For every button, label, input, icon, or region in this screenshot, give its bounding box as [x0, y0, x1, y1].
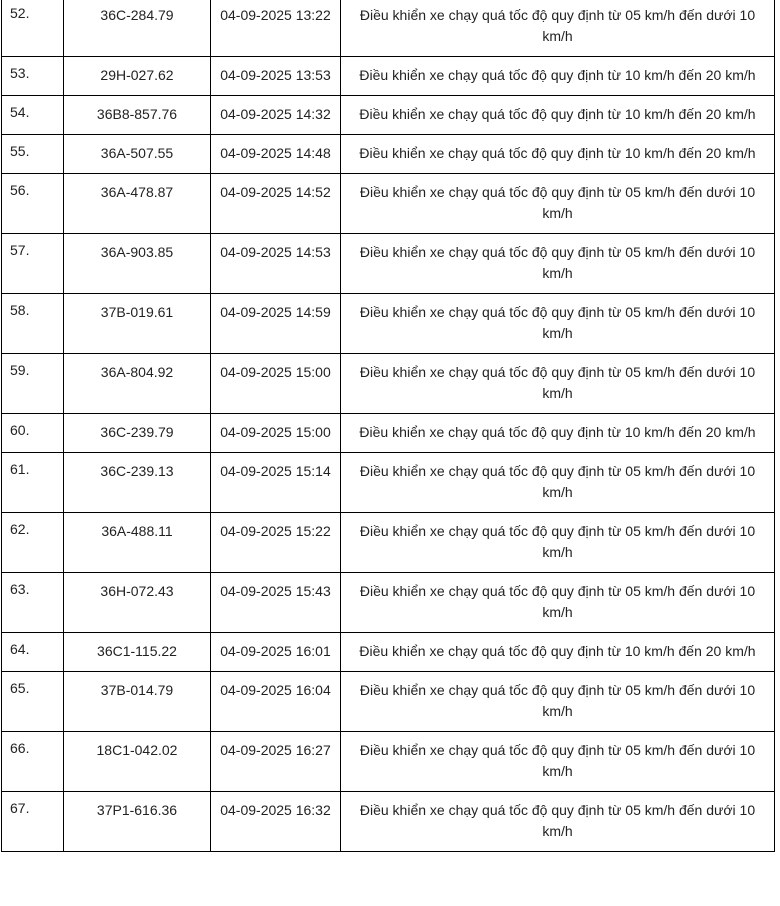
- violation-cell: Điều khiển xe chạy quá tốc độ quy định từ 05 km/h đến dưới 10 km/h: [341, 513, 775, 573]
- license-plate-cell: 36A-478.87: [64, 174, 211, 234]
- table-row: [2, 96, 775, 135]
- timestamp-cell: 04-09-2025 16:27: [211, 732, 341, 792]
- violation-cell: Điều khiển xe chạy quá tốc độ quy định từ 10 km/h đến 20 km/h: [341, 414, 775, 453]
- timestamp-cell: 04-09-2025 14:32: [211, 96, 341, 135]
- row-number-cell: 65.: [2, 672, 64, 732]
- timestamp-cell: 04-09-2025 14:48: [211, 135, 341, 174]
- table-row: [2, 294, 775, 354]
- timestamp-cell: 04-09-2025 13:53: [211, 57, 341, 96]
- row-number-cell: 64.: [2, 633, 64, 672]
- row-number-cell: 58.: [2, 294, 64, 354]
- timestamp-cell: 04-09-2025 16:01: [211, 633, 341, 672]
- table-row: [2, 672, 775, 732]
- license-plate-cell: 37B-019.61: [64, 294, 211, 354]
- license-plate-cell: 36H-072.43: [64, 573, 211, 633]
- table-row: [2, 792, 775, 852]
- violations-table: [1, 0, 775, 852]
- row-number-cell: 55.: [2, 135, 64, 174]
- violation-cell: Điều khiển xe chạy quá tốc độ quy định từ 10 km/h đến 20 km/h: [341, 96, 775, 135]
- license-plate-cell: 36C-239.79: [64, 414, 211, 453]
- violation-cell: Điều khiển xe chạy quá tốc độ quy định từ 05 km/h đến dưới 10 km/h: [341, 0, 775, 57]
- timestamp-cell: 04-09-2025 14:59: [211, 294, 341, 354]
- license-plate-cell: 36A-488.11: [64, 513, 211, 573]
- violation-cell: Điều khiển xe chạy quá tốc độ quy định từ 05 km/h đến dưới 10 km/h: [341, 234, 775, 294]
- violation-cell: Điều khiển xe chạy quá tốc độ quy định từ 05 km/h đến dưới 10 km/h: [341, 672, 775, 732]
- row-number-cell: 57.: [2, 234, 64, 294]
- timestamp-cell: 04-09-2025 16:32: [211, 792, 341, 852]
- license-plate-cell: 36A-507.55: [64, 135, 211, 174]
- license-plate-cell: 37B-014.79: [64, 672, 211, 732]
- row-number-cell: 62.: [2, 513, 64, 573]
- row-number-cell: 54.: [2, 96, 64, 135]
- table-row: [2, 57, 775, 96]
- timestamp-cell: 04-09-2025 15:00: [211, 414, 341, 453]
- table-row: [2, 633, 775, 672]
- table-row: [2, 234, 775, 294]
- violations-table-body: [2, 0, 775, 852]
- license-plate-cell: 36C1-115.22: [64, 633, 211, 672]
- violation-cell: Điều khiển xe chạy quá tốc độ quy định từ 10 km/h đến 20 km/h: [341, 135, 775, 174]
- license-plate-cell: 36C-284.79: [64, 0, 211, 57]
- violation-cell: Điều khiển xe chạy quá tốc độ quy định từ 10 km/h đến 20 km/h: [341, 633, 775, 672]
- table-row: [2, 453, 775, 513]
- license-plate-cell: 29H-027.62: [64, 57, 211, 96]
- row-number-cell: 67.: [2, 792, 64, 852]
- violation-cell: Điều khiển xe chạy quá tốc độ quy định từ 10 km/h đến 20 km/h: [341, 57, 775, 96]
- table-row: [2, 354, 775, 414]
- timestamp-cell: 04-09-2025 15:14: [211, 453, 341, 513]
- table-row: [2, 0, 775, 57]
- timestamp-cell: 04-09-2025 15:22: [211, 513, 341, 573]
- timestamp-cell: 04-09-2025 15:00: [211, 354, 341, 414]
- table-row: [2, 732, 775, 792]
- timestamp-cell: 04-09-2025 15:43: [211, 573, 341, 633]
- timestamp-cell: 04-09-2025 14:53: [211, 234, 341, 294]
- row-number-cell: 63.: [2, 573, 64, 633]
- row-number-cell: 60.: [2, 414, 64, 453]
- row-number-cell: 53.: [2, 57, 64, 96]
- row-number-cell: 66.: [2, 732, 64, 792]
- violation-cell: Điều khiển xe chạy quá tốc độ quy định từ 05 km/h đến dưới 10 km/h: [341, 174, 775, 234]
- row-number-cell: 59.: [2, 354, 64, 414]
- violation-cell: Điều khiển xe chạy quá tốc độ quy định từ 05 km/h đến dưới 10 km/h: [341, 792, 775, 852]
- violation-cell: Điều khiển xe chạy quá tốc độ quy định từ 05 km/h đến dưới 10 km/h: [341, 573, 775, 633]
- row-number-cell: 52.: [2, 0, 64, 57]
- table-row: [2, 135, 775, 174]
- timestamp-cell: 04-09-2025 16:04: [211, 672, 341, 732]
- table-row: [2, 573, 775, 633]
- row-number-cell: 56.: [2, 174, 64, 234]
- table-row: [2, 174, 775, 234]
- table-row: [2, 414, 775, 453]
- violation-cell: Điều khiển xe chạy quá tốc độ quy định từ 05 km/h đến dưới 10 km/h: [341, 294, 775, 354]
- table-row: [2, 513, 775, 573]
- license-plate-cell: 18C1-042.02: [64, 732, 211, 792]
- row-number-cell: 61.: [2, 453, 64, 513]
- violation-cell: Điều khiển xe chạy quá tốc độ quy định từ 05 km/h đến dưới 10 km/h: [341, 453, 775, 513]
- license-plate-cell: 36C-239.13: [64, 453, 211, 513]
- license-plate-cell: 36A-903.85: [64, 234, 211, 294]
- timestamp-cell: 04-09-2025 13:22: [211, 0, 341, 57]
- license-plate-cell: 37P1-616.36: [64, 792, 211, 852]
- timestamp-cell: 04-09-2025 14:52: [211, 174, 341, 234]
- license-plate-cell: 36A-804.92: [64, 354, 211, 414]
- license-plate-cell: 36B8-857.76: [64, 96, 211, 135]
- violation-cell: Điều khiển xe chạy quá tốc độ quy định từ 05 km/h đến dưới 10 km/h: [341, 732, 775, 792]
- violation-cell: Điều khiển xe chạy quá tốc độ quy định từ 05 km/h đến dưới 10 km/h: [341, 354, 775, 414]
